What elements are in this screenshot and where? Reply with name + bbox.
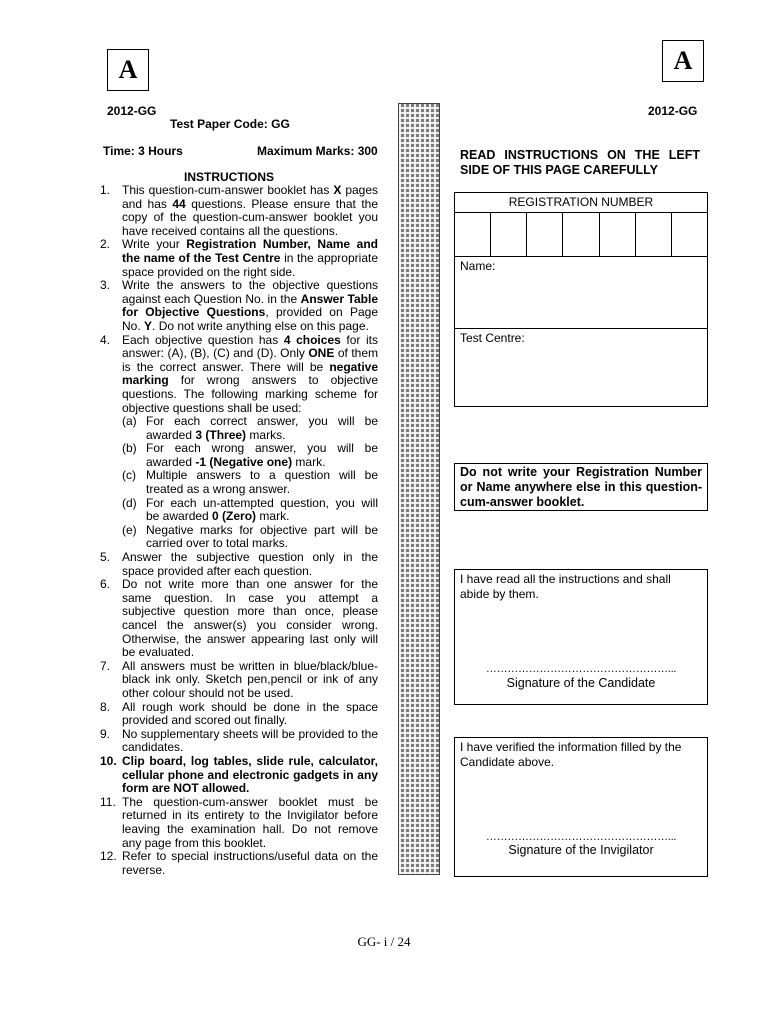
instruction-text-run: for its answer: (A), (B), (C) and (D). Only	[122, 332, 378, 361]
instruction-text-run: mark.	[256, 509, 290, 524]
instruction-item	[100, 701, 378, 728]
instruction-text-run: negative marking	[122, 359, 378, 388]
instruction-text-run: No supplementary sheets will be provided to the candidates.	[122, 726, 378, 755]
instruction-item	[100, 728, 378, 755]
test-centre-field[interactable]	[455, 329, 707, 406]
instruction-text-run: Do not write more than one answer for the same question. In case you attempt a subjective question more than once, please cancel the answer(s) you consider wrong. Otherwise, the answer appearing last only will be evaluated.	[122, 577, 378, 660]
invigilator-signature-line[interactable]: ……………………………………………...	[485, 831, 677, 843]
instruction-number: 11.	[100, 794, 116, 809]
instruction-text-run: Registration Number, Name and the name of the Test Centre	[122, 237, 378, 265]
instruction-text-run: . Do not write anything else on this page.	[152, 318, 369, 333]
instruction-text	[122, 551, 378, 578]
instruction-text-run: All rough work should be done in the space provided and scored out finally.	[122, 699, 378, 728]
instruction-text-run: for wrong answers to objective questions. The following marking scheme for objective questions shall be used:	[122, 373, 378, 415]
paper-code-right: 2012-GG	[648, 104, 698, 118]
instruction-text-run: This question-cum-answer booklet has	[122, 183, 334, 197]
instructions-list	[100, 184, 378, 877]
instruction-item	[100, 850, 378, 877]
instruction-number: 5.	[100, 550, 111, 565]
candidate-declaration-box	[454, 569, 708, 705]
marking-scheme-text	[146, 442, 378, 469]
marking-scheme-label: (d)	[122, 495, 137, 510]
registration-digit-cell[interactable]	[527, 213, 563, 256]
instruction-number: 9.	[100, 726, 111, 741]
instruction-text-run: Negative marks for objective part will be carried over to total marks.	[146, 522, 378, 551]
registration-warning: Do not write your Registration Number or Name anywhere else in this question-cum-answer booklet.	[454, 463, 708, 511]
instruction-text-run: -1 (Negative one)	[195, 454, 293, 469]
page-number: GG- i / 24	[357, 934, 411, 949]
instruction-number: 2.	[100, 237, 111, 252]
instruction-text	[122, 701, 378, 728]
marking-scheme-item	[122, 442, 378, 469]
registration-digit-cell[interactable]	[563, 213, 599, 256]
marking-scheme-item	[122, 497, 378, 524]
candidate-signature-label: Signature of the Candidate	[506, 676, 656, 690]
instruction-text	[122, 850, 378, 877]
instruction-item	[100, 279, 378, 333]
instruction-text-run: marks.	[246, 427, 286, 442]
candidate-signature-line[interactable]: ……………………………………………...	[485, 663, 677, 675]
instruction-text-run: X	[333, 183, 342, 197]
registration-digit-cell[interactable]	[636, 213, 672, 256]
instruction-text	[122, 755, 378, 796]
instruction-text-run: 3 (Three)	[195, 427, 247, 442]
instruction-text-run: 4 choices	[283, 332, 341, 347]
instruction-text-run: ONE	[308, 346, 335, 361]
instruction-text-run: Answer the subjective question only in the space provided after each question.	[122, 550, 378, 578]
instruction-text-run: questions. Please ensure that the copy of the question-cum-answer booklet you have received contains all the questions.	[122, 196, 379, 238]
time-label: Time: 3 Hours	[103, 144, 183, 158]
instruction-number: 10.	[100, 753, 117, 768]
invigilator-signature-label: Signature of the Invigilator	[508, 843, 654, 857]
marking-scheme-label: (b)	[122, 441, 137, 456]
test-paper-code: Test Paper Code: GG	[170, 117, 290, 131]
instruction-text	[122, 578, 378, 660]
instruction-text-run: , provided on Page No.	[122, 305, 378, 333]
registration-digit-cell[interactable]	[600, 213, 636, 256]
instruction-text-run: For each correct answer, you will be awarded	[146, 414, 378, 442]
registration-digit-cell[interactable]	[491, 213, 527, 256]
instruction-text-run: pages and has	[122, 183, 379, 211]
max-marks-label: Maximum Marks: 300	[257, 144, 378, 158]
instruction-text-run: Answer Table for Objective Questions	[122, 291, 378, 320]
registration-form	[454, 192, 708, 407]
instruction-text	[122, 660, 378, 701]
instruction-text-run: For each wrong answer, you will be awarded	[146, 441, 378, 469]
instruction-item	[100, 551, 378, 578]
instruction-item	[100, 184, 378, 238]
instruction-number: 8.	[100, 699, 111, 714]
paper-code-left: 2012-GG	[107, 104, 157, 118]
instruction-item	[100, 334, 378, 552]
instruction-text-run: Each objective question has	[122, 332, 284, 347]
candidate-declaration-text: I have read all the instructions and shall abide by them.	[460, 572, 671, 601]
instruction-item	[100, 796, 378, 850]
marking-scheme-label: (a)	[122, 414, 137, 429]
instruction-number: 3.	[100, 278, 111, 293]
instruction-text	[122, 238, 378, 279]
registration-number-title: REGISTRATION NUMBER	[455, 193, 707, 213]
marking-scheme-item	[122, 469, 378, 496]
marking-scheme-item	[122, 415, 378, 442]
marking-scheme-text	[146, 524, 378, 551]
invigilator-declaration-text: I have verified the information filled by the Candidate above.	[460, 740, 682, 769]
instruction-text	[122, 728, 378, 755]
instruction-number: 12.	[100, 849, 117, 864]
registration-digit-cell[interactable]	[455, 213, 491, 256]
instruction-text-run: The question-cum-answer booklet must be returned in its entirety to the Invigilator before leaving the examination hall. Do not remove any page from this booklet.	[122, 794, 378, 850]
instruction-number: 1.	[100, 183, 111, 197]
read-instructions-note: READ INSTRUCTIONS ON THE LEFT SIDE OF THIS PAGE CAREFULLY	[460, 148, 700, 177]
name-field[interactable]	[455, 257, 707, 329]
marking-scheme-item	[122, 524, 378, 551]
instruction-item	[100, 238, 378, 279]
instruction-number: 6.	[100, 577, 111, 592]
marking-scheme-text	[146, 469, 378, 496]
instruction-text-run: For each un-attempted question, you will be awarded	[146, 495, 378, 524]
instruction-text-run: in the appropriate space provided on the right side.	[122, 250, 378, 279]
instruction-text-run: Clip board, log tables, slide rule, calculator, cellular phone and electronic gadgets in any form are NOT allowed.	[122, 753, 378, 796]
paper-set-letter-right: A	[662, 40, 704, 82]
registration-digit-cell[interactable]	[672, 213, 707, 256]
name-label: Name:	[460, 259, 496, 273]
instruction-text-run: Refer to special instructions/useful data on the reverse.	[122, 849, 378, 877]
instruction-text	[122, 184, 378, 238]
registration-number-cells	[455, 213, 707, 257]
instruction-text-run: Write your	[122, 237, 187, 252]
instruction-text	[122, 334, 378, 552]
marking-scheme-label: (c)	[122, 468, 136, 483]
invigilator-declaration-box	[454, 737, 708, 877]
instruction-text	[122, 279, 378, 333]
instruction-number: 7.	[100, 658, 111, 673]
instruction-text-run: Y	[144, 318, 153, 333]
instruction-text-run: 0 (Zero)	[212, 509, 257, 524]
instruction-item	[100, 755, 378, 796]
instruction-text-run: mark.	[292, 454, 326, 469]
instruction-text-run: Multiple answers to a question will be treated as a wrong answer.	[146, 468, 378, 497]
instruction-item	[100, 578, 378, 660]
test-centre-label: Test Centre:	[460, 331, 525, 345]
instruction-text	[122, 796, 378, 850]
marking-scheme-text	[146, 497, 378, 524]
instruction-text-run: Write the answers to the objective questions against each Question No. in the	[122, 278, 378, 306]
instruction-text-run: 44	[172, 196, 186, 211]
instruction-number: 4.	[100, 332, 111, 347]
instructions-heading: INSTRUCTIONS	[184, 170, 274, 184]
instruction-text-run: of them is the correct answer. There will be	[122, 346, 378, 374]
patterned-divider-strip	[398, 103, 440, 875]
instruction-text-run: All answers must be written in blue/black/blue-black ink only. Sketch pen,pencil or ink of any other colour should not be used.	[122, 658, 378, 700]
marking-scheme-text	[146, 415, 378, 442]
instruction-item	[100, 660, 378, 701]
paper-set-letter-left: A	[107, 49, 149, 91]
marking-scheme-label: (e)	[122, 522, 137, 537]
